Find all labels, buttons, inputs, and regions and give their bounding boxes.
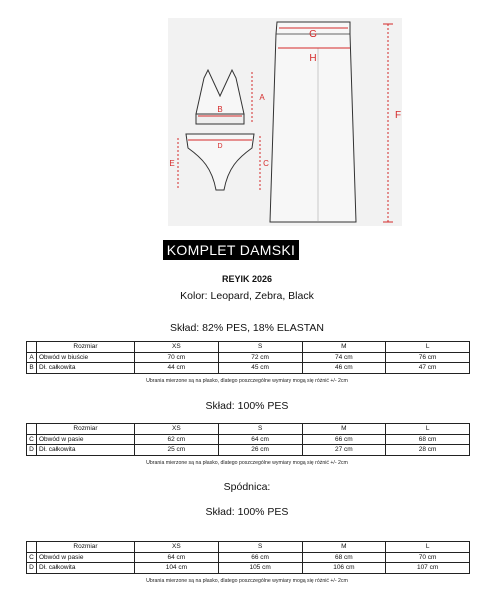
header-cell: L	[386, 424, 470, 435]
label-f: F	[394, 110, 402, 121]
label-e: E	[169, 159, 175, 168]
row-name: Dł. całkowita	[37, 563, 135, 574]
skirt-section-title: Spódnica:	[223, 481, 271, 493]
table-cell: 64 cm	[218, 434, 302, 445]
table-cell: 47 cm	[386, 363, 470, 374]
measurement-note: Ubrania mierzone są na płasko, dlatego poszczególne wymiary mogą się różnić +/- 2cm	[146, 378, 348, 384]
header-cell: M	[302, 342, 386, 353]
row-letter: C	[27, 434, 37, 445]
table1-heading: Skład: 82% PES, 18% ELASTAN	[170, 322, 324, 334]
measurement-note: Ubrania mierzone są na płasko, dlatego poszczególne wymiary mogą się różnić +/- 2cm	[146, 460, 348, 466]
table-cell: 105 cm	[218, 563, 302, 574]
table-cell: 46 cm	[302, 363, 386, 374]
row-letter: D	[27, 445, 37, 456]
row-name: Obwód w pasie	[37, 552, 135, 563]
table-row	[27, 563, 470, 574]
table-row	[27, 445, 470, 456]
header-cell: Rozmiar	[37, 424, 135, 435]
table-header-row	[27, 424, 470, 435]
header-cell: S	[218, 342, 302, 353]
label-a: A	[259, 93, 265, 102]
table-cell: 45 cm	[218, 363, 302, 374]
header-cell: L	[386, 342, 470, 353]
table-cell: 26 cm	[218, 445, 302, 456]
row-letter: D	[27, 563, 37, 574]
table-row	[27, 363, 470, 374]
table-cell: 66 cm	[218, 552, 302, 563]
label-c: C	[263, 159, 269, 168]
row-name: Dł. całkowita	[37, 445, 135, 456]
size-table-skirt	[26, 541, 470, 574]
row-letter: A	[27, 352, 37, 363]
table-cell: 27 cm	[302, 445, 386, 456]
table-cell: 76 cm	[386, 352, 470, 363]
header-cell: Rozmiar	[37, 342, 135, 353]
table-cell: 62 cm	[135, 434, 219, 445]
table-header-row	[27, 542, 470, 553]
header-cell: S	[218, 424, 302, 435]
row-name: Dł. całkowita	[37, 363, 135, 374]
table-cell: 106 cm	[302, 563, 386, 574]
garment-sketch	[168, 18, 402, 226]
row-letter: C	[27, 552, 37, 563]
table3-heading: Skład: 100% PES	[205, 506, 289, 518]
table-row	[27, 352, 470, 363]
label-h: H	[309, 53, 317, 64]
color-options: Kolor: Leopard, Zebra, Black	[180, 290, 314, 302]
size-table-bottom	[26, 423, 470, 456]
row-name: Obwód w biuście	[37, 352, 135, 363]
table-cell: 70 cm	[386, 552, 470, 563]
header-cell: M	[302, 542, 386, 553]
table-cell: 104 cm	[135, 563, 219, 574]
header-cell: L	[386, 542, 470, 553]
table-row	[27, 434, 470, 445]
size-table-top	[26, 341, 470, 374]
table-row	[27, 552, 470, 563]
table2-heading: Skład: 100% PES	[205, 400, 289, 412]
table-header-row	[27, 342, 470, 353]
header-cell: M	[302, 424, 386, 435]
measurement-note: Ubrania mierzone są na płasko, dlatego poszczególne wymiary mogą się różnić +/- 2cm	[146, 578, 348, 584]
row-name: Obwód w pasie	[37, 434, 135, 445]
table-cell: 72 cm	[218, 352, 302, 363]
table-cell: 28 cm	[386, 445, 470, 456]
table-cell: 107 cm	[386, 563, 470, 574]
table-cell: 25 cm	[135, 445, 219, 456]
header-cell: S	[218, 542, 302, 553]
header-cell: XS	[135, 342, 219, 353]
header-cell: Rozmiar	[37, 542, 135, 553]
table-cell: 44 cm	[135, 363, 219, 374]
product-title: KOMPLET DAMSKI	[163, 240, 299, 260]
table-cell: 70 cm	[135, 352, 219, 363]
label-g: G	[309, 29, 317, 40]
table-cell: 74 cm	[302, 352, 386, 363]
label-d: D	[217, 143, 223, 150]
model-code: REYIK 2026	[221, 274, 273, 284]
table-cell: 66 cm	[302, 434, 386, 445]
measurement-diagram	[168, 18, 402, 226]
label-b: B	[217, 105, 223, 114]
header-cell: XS	[135, 424, 219, 435]
table-cell: 68 cm	[302, 552, 386, 563]
table-cell: 64 cm	[135, 552, 219, 563]
header-cell: XS	[135, 542, 219, 553]
table-cell: 68 cm	[386, 434, 470, 445]
row-letter: B	[27, 363, 37, 374]
